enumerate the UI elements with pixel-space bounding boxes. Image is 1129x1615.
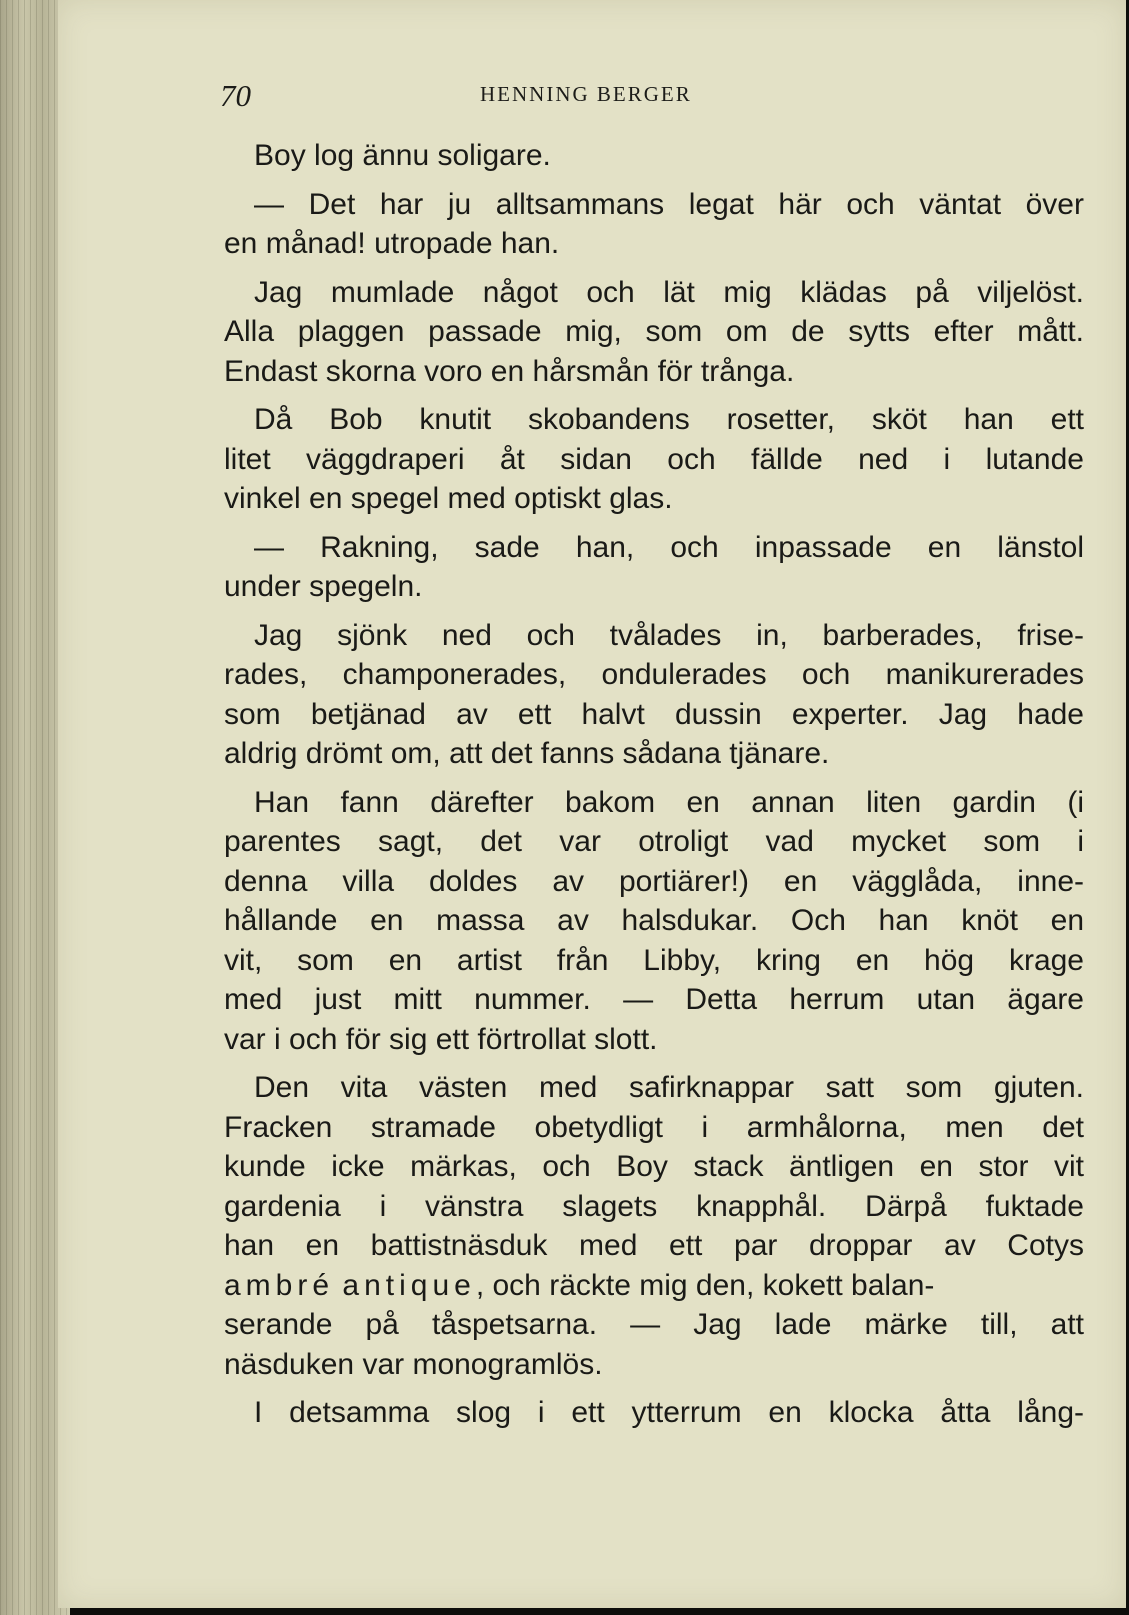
text-line: Han fann därefter bakom en annan liten gardin (i (254, 785, 1084, 819)
text-line: hållande en massa av halsdukar. Och han knöt en (224, 904, 1084, 937)
body-text (224, 136, 1084, 1433)
text-line: under spegeln. (224, 570, 423, 603)
text-line (224, 1266, 1084, 1306)
text-line: — Rakning, sade han, och inpassade en länstol (254, 530, 1084, 564)
spaced-emphasis: antique (342, 1268, 476, 1302)
text-line: aldrig drömt om, att det fanns sådana tjänare. (224, 737, 830, 770)
text-line: serande på tåspetsarna. — Jag lade märke till, att (224, 1308, 1084, 1341)
text-fragment: , och räckte mig den, kokett balan- (475, 1268, 935, 1302)
text-line: Boy log ännu soligare. (254, 139, 551, 172)
text-line: Alla plaggen passade mig, som om de sytts efter mått. (224, 315, 1084, 348)
text-line: kunde icke märkas, och Boy stack äntligen en stor vit (224, 1150, 1084, 1183)
text-line: Jag mumlade något och lät mig klädas på viljelöst. (254, 275, 1084, 309)
text-line: en månad! utropade han. (224, 227, 560, 260)
text-line: var i och för sig ett förtrollat slott. (224, 1022, 658, 1056)
text-line: — Det har ju alltsammans legat här och väntat över (254, 187, 1084, 221)
text-line: med just mitt nummer. — Detta herrum utan ägare (224, 983, 1084, 1016)
text-line: näsduken var monogramlös. (224, 1347, 603, 1381)
text-line: parentes sagt, det var otroligt vad mycket som i (224, 825, 1084, 858)
text-line: denna villa doldes av portiärer!) en vägglåda, inne- (224, 864, 1084, 898)
text-line: han en battistnäsduk med ett par droppar av Cotys (224, 1229, 1084, 1262)
text-line: Då Bob knutit skobandens rosetter, sköt han ett (254, 403, 1084, 436)
text-line: vinkel en spegel med optiskt glas. (224, 482, 673, 515)
running-head (58, 78, 1126, 113)
text-line: Fracken stramade obetydligt i armhålorna, men det (224, 1110, 1084, 1144)
page (58, 0, 1126, 1608)
text-line: I detsamma slog i ett ytterrum en klocka åtta lång- (254, 1396, 1084, 1429)
text-line: rades, champonerades, ondulerades och manikurerades (224, 658, 1084, 691)
text-line: Jag sjönk ned och tvålades in, barberades, frise- (254, 618, 1084, 652)
running-head-author: HENNING BERGER (480, 82, 692, 106)
page-number: 70 (220, 78, 251, 113)
text-line: Endast skorna voro en hårsmån för trånga. (224, 354, 795, 388)
text-line: som betjänad av ett halvt dussin experter. Jag hade (224, 697, 1084, 731)
text-line: Den vita västen med safirknappar satt som gjuten. (254, 1071, 1084, 1104)
text-line: gardenia i vänstra slagets knapphål. Därpå fuktade (224, 1189, 1084, 1223)
text-line: vit, som en artist från Libby, kring en hög krage (224, 943, 1084, 977)
spaced-emphasis: ambré (224, 1268, 335, 1302)
text-line: litet väggdraperi åt sidan och fällde ned i lutande (224, 442, 1084, 476)
